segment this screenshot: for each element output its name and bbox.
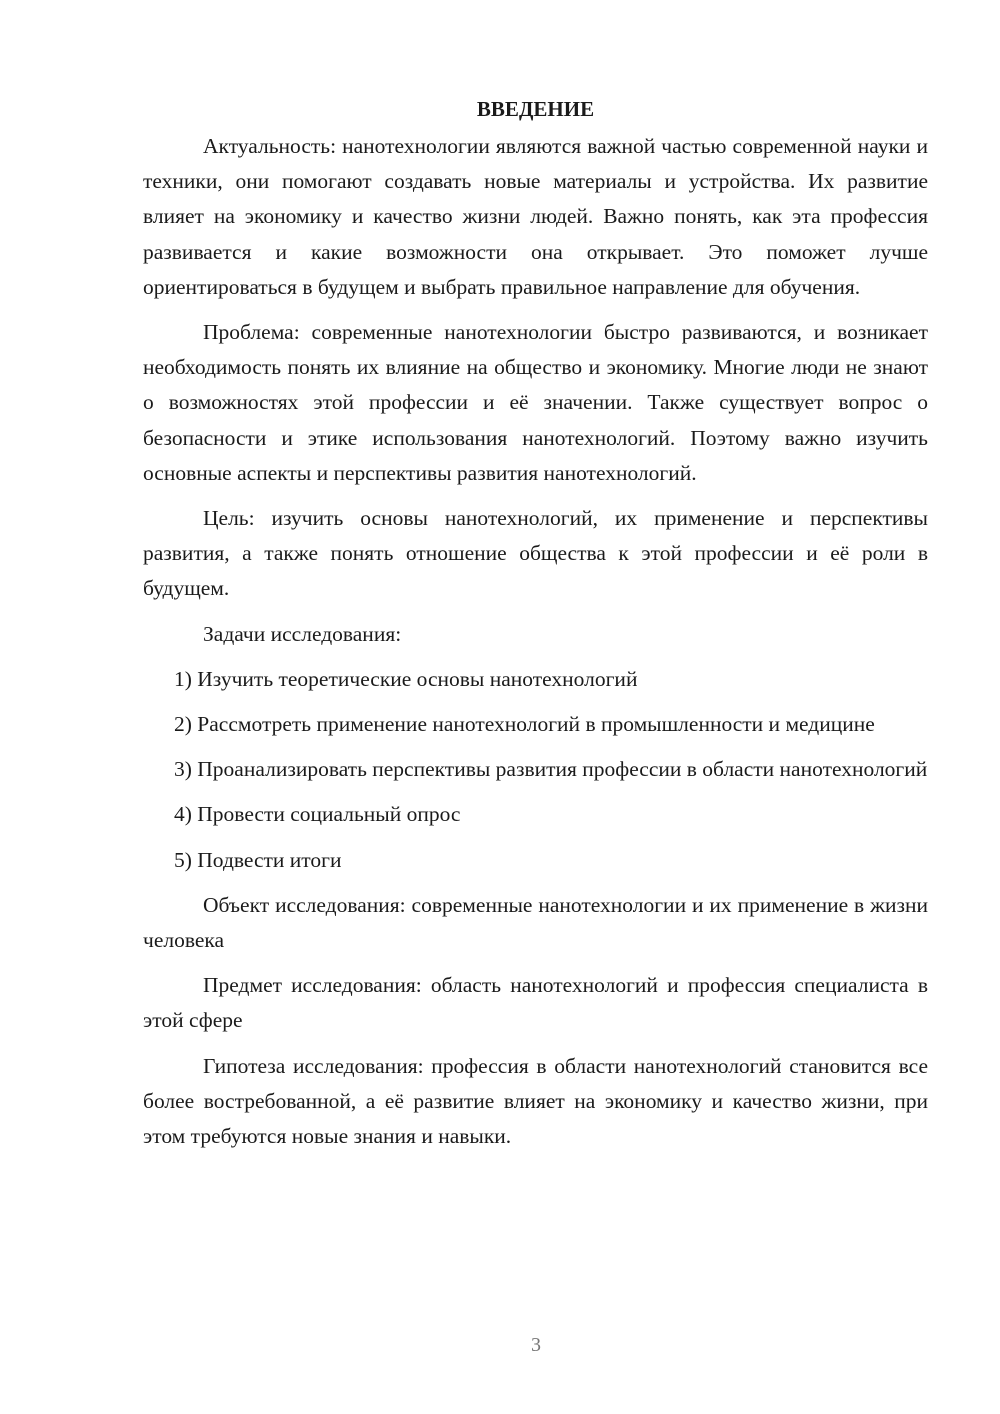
list-item: 1) Изучить теоретические основы нанотехнологий [174,666,638,691]
problem-paragraph: Проблема: современные нанотехнологии быстро развиваются, и возникает необходимость понять их влияние на общество и экономику. Многие люди не знают о возможностях этой профессии и её значении. Также существует вопрос о безопасности и этике использования нанотехнологий. Поэтому важно изучить основные аспекты и перспективы развития нанотехнологий. [143,320,928,485]
list-item: 3) Проанализировать перспективы развития профессии в области нанотехнологий [174,757,928,782]
tasks-heading: Задачи исследования: [203,621,402,646]
list-item: 2) Рассмотреть применение нанотехнологий в промышленности и медицине [174,712,875,737]
hypothesis-paragraph: Гипотеза исследования: профессия в области нанотехнологий становится все более востребованной, а её развитие влияет на экономику и качество жизни, при этом требуются новые знания и навыки. [143,1053,928,1149]
list-item: 4) Провести социальный опрос [174,802,461,827]
page-number: 3 [531,1334,541,1356]
list-item: 5) Подвести итоги [174,847,342,872]
relevance-paragraph: Актуальность: нанотехнологии являются важной частью современной науки и техники, они помогают создавать новые материалы и устройства. Их развитие влияет на экономику и качество жизни людей. Важно понять, как эта профессия развивается и какие возможности она открывает. Это поможет лучше ориентироваться в будущем и выбрать правильное направление для обучения. [143,134,928,299]
tasks-list [143,662,928,878]
page-title: ВВЕДЕНИЕ [476,97,595,121]
goal-paragraph: Цель: изучить основы нанотехнологий, их применение и перспективы развития, а также понять отношение общества к этой профессии и её роли в будущем. [143,506,928,601]
document-page [143,92,928,1164]
subject-paragraph: Предмет исследования: область нанотехнологий и профессия специалиста в этой сфере [143,973,928,1033]
object-paragraph: Объект исследования: современные нанотехнологии и их применение в жизни человека [143,892,928,953]
